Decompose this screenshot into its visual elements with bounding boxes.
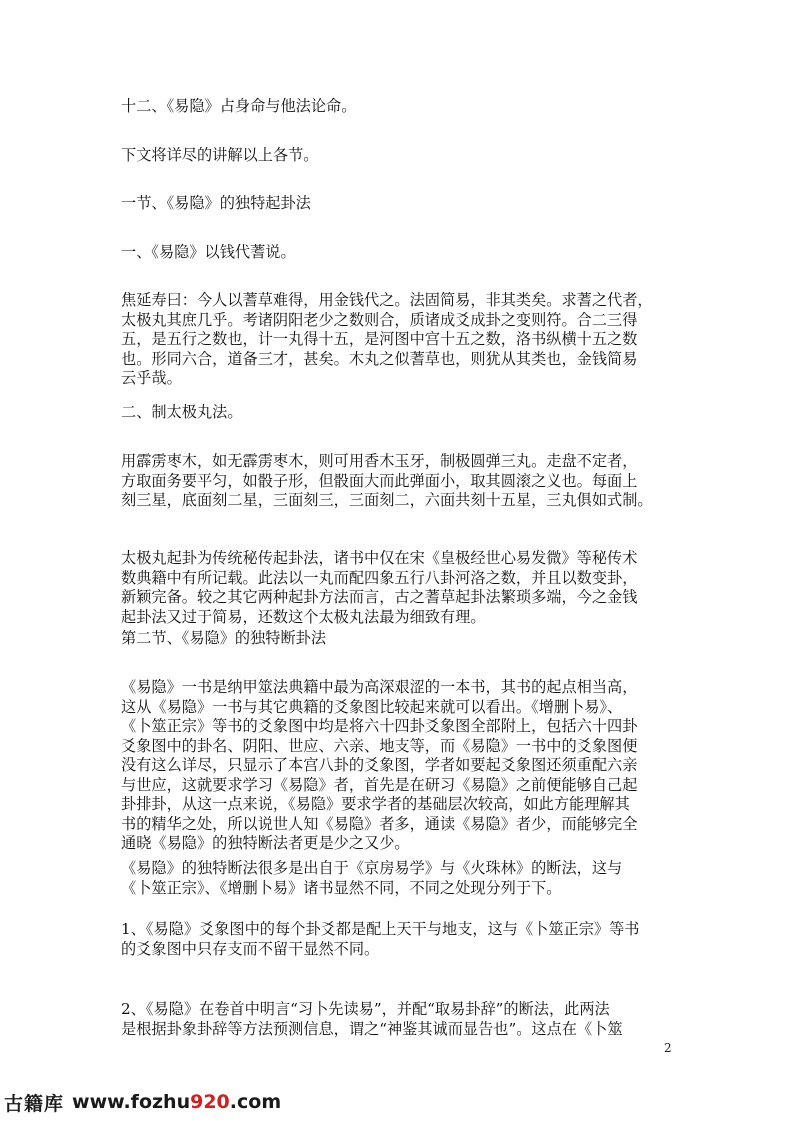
text-line: 一、《易隐》以钱代蓍说。 (121, 243, 296, 261)
text-line: 书的精华之处，所以说世人知《易隐》者多，通读《易隐》者少，而能够完全 (121, 814, 638, 833)
paragraph (121, 194, 681, 214)
text-line: 方取面务要平匀，如骰子形，但骰面大而此弹面小，取其圆滚之义也。每面上 (121, 471, 638, 490)
footer-url-prefix: www.fozhu (72, 1091, 191, 1113)
text-line: 太极丸其庶几乎。考诸阴阳老少之数则合，质诸成爻成卦之变则符。合二三得 (121, 310, 638, 329)
text-line: 云乎哉。 (121, 369, 182, 387)
text-line: 《易隐》的独特断法很多是出自于《京房易学》与《火珠林》的断法，这与 (121, 859, 623, 877)
text-line: 太极丸起卦为传统秘传起卦法，诸书中仅在宋《皇极经世心易发微》等秘传术 (121, 549, 638, 567)
text-line: 十二、《易隐》占身命与他法论命。 (121, 97, 357, 115)
text-line: 《易隐》一书是纳甲筮法典籍中最为高深艰涩的一本书，其书的起点相当高， (121, 678, 638, 696)
text-line: 用霹雳枣木，如无霹雳枣木，则可用香木玉牙，制极圆弹三丸。走盘不定者， (121, 452, 638, 470)
text-line: 2、《易隐》在卷首中明言“习卜先读易”，并配“取易卦辞”的断法，此两法 (121, 1000, 610, 1018)
paragraph (121, 920, 681, 959)
paragraph (121, 291, 681, 389)
paragraph (121, 243, 681, 263)
text-line: 1、《易隐》爻象图中的每个卦爻都是配上天干与地支，这与《卜筮正宗》等书 (121, 920, 640, 938)
paragraph (121, 403, 681, 423)
page-number: 2 (664, 1041, 672, 1055)
text-line: 卦排卦，从这一点来说，《易隐》要求学者的基础层次较高，如此方能理解其 (121, 795, 630, 813)
paragraph (121, 629, 681, 649)
text-line: 通晓《易隐》的独特断法者更是少之又少。 (121, 834, 410, 852)
paragraph (121, 97, 681, 117)
paragraph (121, 678, 681, 854)
text-line: 一节、《易隐》的独特起卦法 (121, 194, 311, 212)
text-line: 也。形同六合，道备三才，甚矣。木丸之似蓍草也，则犹从其类也，金钱简易 (121, 349, 638, 368)
text-line: 新颖完备。较之其它两种起卦方法而言，古之蓍草起卦法繁琐多端，今之金钱 (121, 588, 638, 606)
footer-url (72, 1091, 281, 1113)
text-line: 五，是五行之数也，计一丸得十五，是河图中宫十五之数，洛书纵横十五之数 (121, 330, 638, 348)
text-line: 起卦法又过于简易，还数这个太极丸法最为细致有理。 (121, 607, 486, 626)
footer-brand: 古籍库 (4, 1092, 65, 1115)
paragraph (121, 859, 681, 898)
text-line: 《卜筮正宗》等书的爻象图中均是将六十四卦爻象图全部附上，包括六十四卦 (121, 717, 638, 735)
text-line: 《卜筮正宗》、《增删卜易》诸书显然不同，不同之处现分列于下。 (121, 878, 562, 897)
text-line: 的爻象图中只存支而不留干显然不同。 (121, 939, 380, 958)
paragraph (121, 549, 681, 627)
text-line: 数典籍中有所记载。此法以一丸而配四象五行八卦河洛之数，并且以数变卦， (121, 568, 638, 587)
text-line: 焦延寿曰：今人以蓍草难得，用金钱代之。法固简易，非其类矣。求蓍之代者， (121, 291, 653, 309)
paragraph (121, 452, 681, 511)
text-line: 二、制太极丸法。 (121, 403, 243, 421)
text-line: 第二节、《易隐》的独特断卦法 (121, 629, 327, 647)
text-line: 是根据卦象卦辞等方法预测信息，谓之“神鉴其诚而显告也”。这点在《卜筮 (121, 1019, 623, 1038)
text-line: 没有这么详尽，只显示了本宫八卦的爻象图，学者如要起爻象图还须重配六亲 (121, 756, 638, 774)
footer-url-red: 920 (190, 1091, 230, 1113)
text-line: 与世应，这就要求学习《易隐》者，首先是在研习《易隐》之前便能够自己起 (121, 775, 638, 794)
text-line: 刻三星，底面刻二星，三面刻三，三面刻二，六面共刻十五星，三丸俱如式制。 (121, 491, 653, 509)
paragraph (121, 1000, 681, 1039)
footer-url-suffix: .com (229, 1091, 282, 1113)
paragraph (121, 146, 681, 166)
text-line: 爻象图中的卦名、阴阳、世应、六亲、地支等，而《易隐》一书中的爻象图便 (121, 736, 638, 755)
watermark-footer (4, 1084, 281, 1120)
text-line: 下文将详尽的讲解以上各节。 (121, 146, 319, 164)
text-line: 这从《易隐》一书与其它典籍的爻象图比较起来就可以看出。《增删卜易》、 (121, 697, 623, 716)
